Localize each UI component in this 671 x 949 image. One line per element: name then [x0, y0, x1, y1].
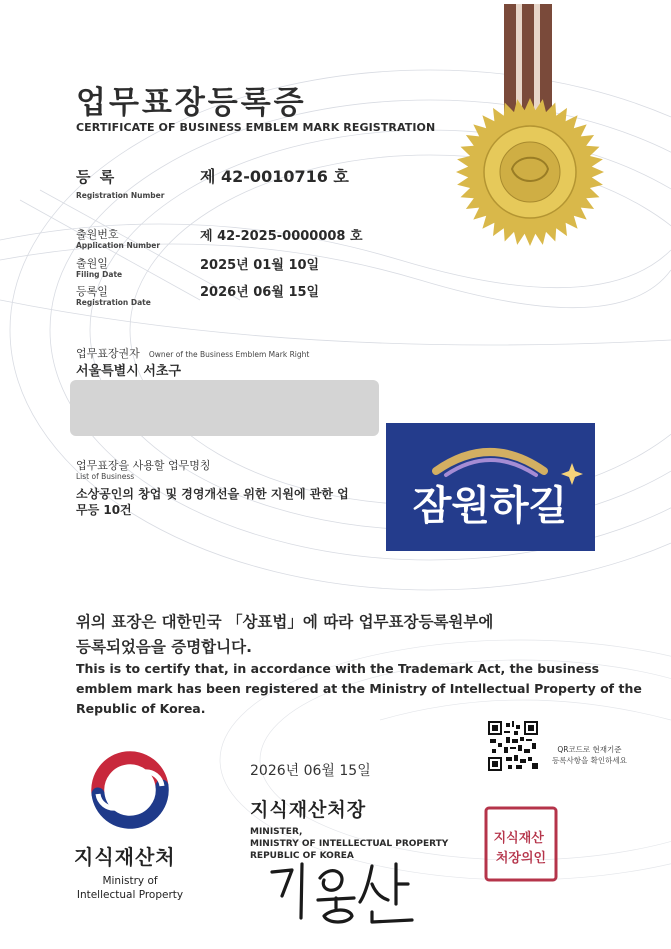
qr-note-line2: 등록사항을 확인하세요 — [552, 756, 627, 765]
certificate-title-en: CERTIFICATE OF BUSINESS EMBLEM MARK REGISTRATION — [76, 121, 436, 134]
gov-name-ko: 지식재산처 — [74, 845, 176, 869]
minister-en-line2: MINISTRY OF INTELLECTUAL PROPERTY — [250, 839, 449, 849]
registration-date: 2026년 06월 15일 — [200, 285, 320, 300]
emblem-mark-image — [386, 423, 595, 551]
emblem-mark-text: 잠원하길 — [412, 483, 568, 529]
qr-note — [552, 744, 627, 766]
gov-name-en-line1: Ministry of — [102, 875, 158, 887]
owner-labels — [76, 342, 309, 361]
business-label-ko: 업무표장을 사용할 업무명칭 — [76, 459, 211, 472]
minister-en-line1: MINISTER, — [250, 827, 303, 837]
owner-label-en: Owner of the Business Emblem Mark Right — [148, 350, 310, 359]
qr-note-line1: QR코드로 현재기준 — [557, 745, 622, 754]
registration-label-en: Registration Number — [76, 191, 165, 200]
certification-statement-ko — [76, 610, 636, 660]
application-label-en: Application Number — [76, 241, 161, 250]
stamp-text: 지식재산 처장의인 — [493, 831, 547, 866]
minister-en-line3: REPUBLIC OF KOREA — [250, 851, 354, 861]
qr-code-icon[interactable] — [488, 721, 538, 771]
business-label-en: List of Business — [76, 472, 135, 481]
signature — [268, 856, 418, 926]
reg-date-label-ko: 등록일 — [76, 285, 108, 298]
registration-number: 제 42-0010716 호 — [200, 167, 349, 186]
business-value-line1: 소상공인의 창업 및 경영개선을 위한 지원에 관한 업 — [76, 487, 349, 501]
emblem-mark-graphic — [386, 423, 595, 551]
redacted-box — [70, 380, 379, 436]
application-number: 제 42-2025-0000008 호 — [200, 229, 363, 244]
minister-title-ko: 지식재산처장 — [250, 799, 367, 821]
filing-label-en: Filing Date — [76, 270, 123, 279]
certificate-title-ko: 업무표장등록증 — [76, 85, 307, 121]
certification-statement-en — [76, 659, 656, 719]
official-stamp — [484, 806, 558, 882]
registration-label-ko: 등 록 — [76, 168, 117, 186]
filing-date: 2025년 01월 10일 — [200, 258, 320, 273]
application-label-ko: 출원번호 — [76, 228, 119, 241]
business-value-line2: 무등 10건 — [76, 503, 132, 517]
statement-en-line2: emblem mark has been registered at the Ministry of Intellectual Property of the — [76, 681, 642, 696]
owner-label-ko: 업무표장권자 — [76, 347, 140, 360]
statement-en-line3: Republic of Korea. — [76, 701, 206, 716]
gov-name-en-line2: Intellectual Property — [76, 889, 184, 901]
statement-en-line1: This is to certify that, in accordance with the Trademark Act, the business — [76, 661, 600, 676]
statement-ko-line2: 등록되었음을 증명합니다. — [76, 638, 252, 656]
gold-seal-icon — [452, 4, 632, 254]
filing-label-ko: 출원일 — [76, 257, 108, 270]
taegeuk-icon — [90, 750, 170, 830]
gov-name-en — [70, 874, 190, 902]
owner-value: 서울특별시 서초구 — [76, 364, 181, 379]
reg-date-label-en: Registration Date — [76, 298, 151, 307]
issue-date: 2026년 06월 15일 — [250, 763, 371, 779]
statement-ko-line1: 위의 표장은 대한민국 「상표법」에 따라 업무표장등록원부에 — [76, 613, 494, 631]
